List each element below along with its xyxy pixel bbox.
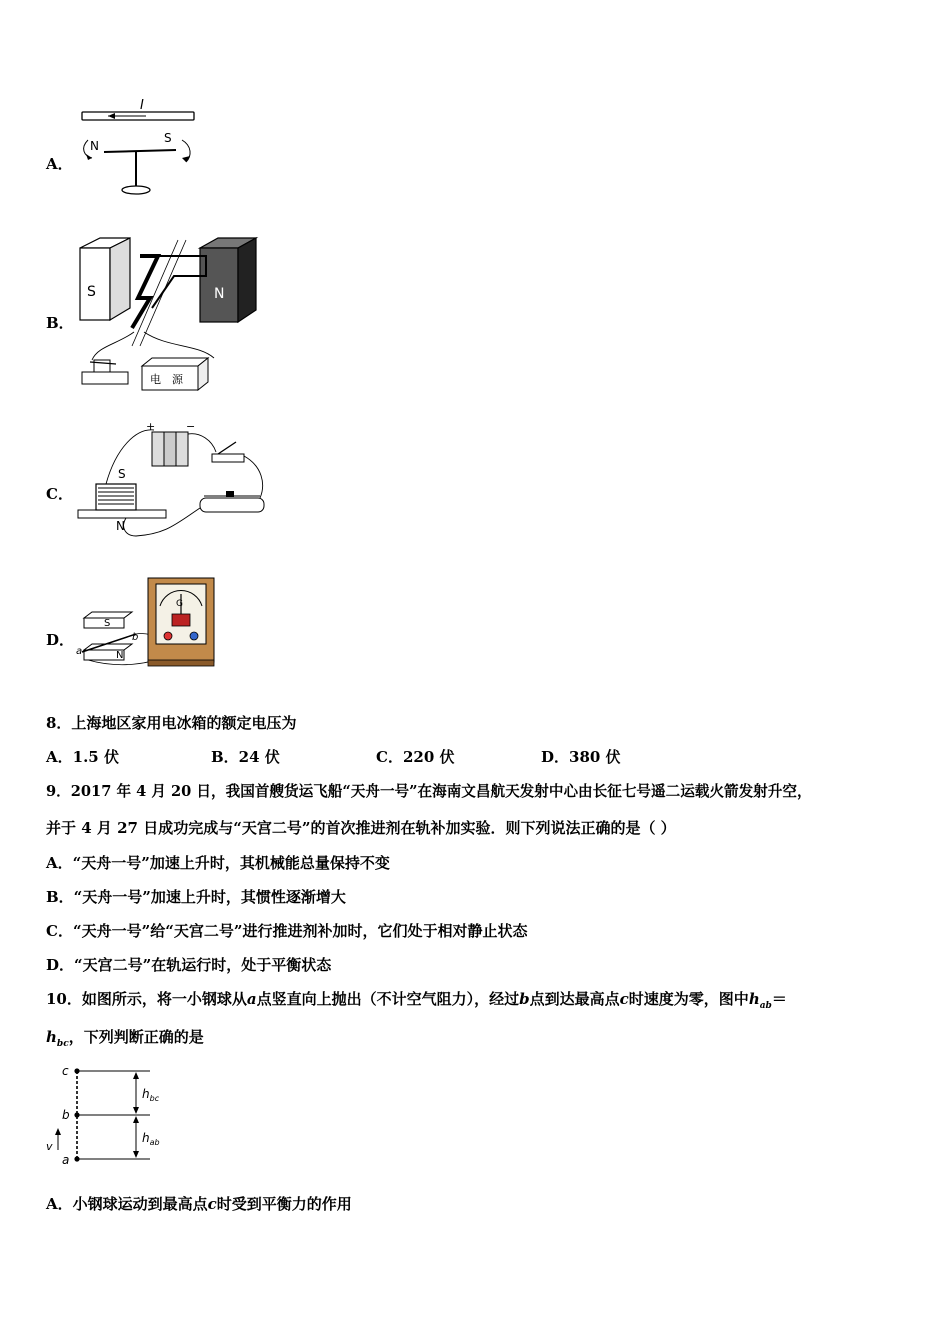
q10-sub-ab: ab: [759, 1001, 772, 1011]
figure-b-motor: [78, 236, 258, 396]
q8-stem: 8．上海地区家用电冰箱的额定电压为: [46, 714, 297, 732]
q10-text-3: 点到达最高点: [529, 990, 620, 1008]
galvanometer-g-label: G: [176, 599, 183, 609]
option-d-label: D．: [46, 631, 75, 649]
q10-text-2: 点竖直向上抛出（不计空气阻力），经过: [256, 990, 520, 1008]
q9-stem-line1: 9．2017 年 4 月 20 日，我国首艘货运飞船“天舟一号”在海南文昌航天发射中心由长征七号遥二运载火箭发射升空，: [46, 783, 812, 800]
figure-d-induction-galvanometer: [76, 576, 221, 668]
q10-choice-a-text-1: A．小钢球运动到最高点: [46, 1195, 208, 1213]
q10-equals: ＝: [771, 990, 787, 1008]
s-pole-label: S: [118, 467, 126, 481]
option-b-label: B．: [46, 314, 74, 332]
n-magnet-label: N: [116, 650, 124, 661]
point-a-label: a: [76, 646, 83, 657]
q10-stem-line2: [46, 1026, 204, 1049]
q10-point-a: a: [246, 990, 257, 1008]
q10-choice-a[interactable]: [46, 1193, 352, 1214]
q10-point-b: b: [519, 990, 530, 1008]
diagram-label-hbc: $h_{bc}$: [142, 1087, 160, 1103]
q10-choice-a-point-c: c: [207, 1195, 217, 1213]
battery-plus-label: +: [146, 420, 156, 433]
n-magnet-label: N: [214, 286, 225, 302]
point-b-label: b: [132, 632, 139, 643]
figure-c-electromagnet-circuit: [76, 418, 271, 548]
q10-text-4: 时速度为零，图中: [628, 990, 749, 1008]
q10-h-bc: h: [46, 1028, 57, 1046]
option-c-label: C．: [46, 485, 73, 503]
q9-choice-d[interactable]: D．“天宫二号”在轨运行时，处于平衡状态: [46, 956, 332, 974]
q10-text-1: 10．如图所示，将一小钢球从: [46, 990, 247, 1008]
s-pole-label: S: [164, 131, 172, 145]
s-magnet-label: S: [87, 284, 96, 300]
n-pole-label: N: [90, 139, 99, 153]
q9-choice-b[interactable]: B．“天舟一号”加速上升时，其惯性逐渐增大: [46, 888, 346, 906]
q10-sub-bc: bc: [56, 1039, 69, 1049]
s-magnet-label: S: [104, 618, 111, 629]
q9-stem-line2: 并于 4 月 27 日成功完成与“天宫二号”的首次推进剂在轨补加实验．则下列说法正确的是（ ）: [46, 819, 676, 837]
diagram-label-a: a: [62, 1153, 70, 1167]
figure-a-compass-wire: [78, 98, 198, 203]
diagram-label-hab: $h_{ab}$: [142, 1131, 160, 1147]
q9-choice-a[interactable]: A．“天舟一号”加速上升时，其机械能总量保持不变: [46, 854, 390, 872]
q8-choice-b[interactable]: B．24 伏: [211, 748, 280, 766]
battery-minus-label: −: [186, 420, 196, 433]
q10-text-5: ，下列判断正确的是: [68, 1028, 204, 1046]
q9-choice-c[interactable]: C．“天舟一号”给“天宫二号”进行推进剂补加时，它们处于相对静止状态: [46, 922, 528, 940]
diagram-label-c: c: [62, 1064, 69, 1078]
power-supply-label: 电 源: [150, 373, 183, 386]
q10-height-diagram: [44, 1060, 174, 1170]
q8-choice-d[interactable]: D．380 伏: [541, 748, 621, 766]
option-a-label: A．: [46, 155, 73, 173]
q10-choice-a-text-2: 时受到平衡力的作用: [216, 1195, 352, 1213]
q10-stem-line1: [46, 988, 787, 1011]
q8-choice-c[interactable]: C．220 伏: [376, 748, 455, 766]
q8-choice-a[interactable]: A．1.5 伏: [46, 748, 119, 766]
velocity-label: v: [46, 1140, 53, 1153]
n-pole-label: N: [116, 519, 125, 533]
diagram-label-b: b: [62, 1108, 70, 1122]
current-label: I: [140, 98, 144, 113]
q10-point-c: c: [619, 990, 629, 1008]
q10-h-ab: h: [748, 990, 760, 1008]
